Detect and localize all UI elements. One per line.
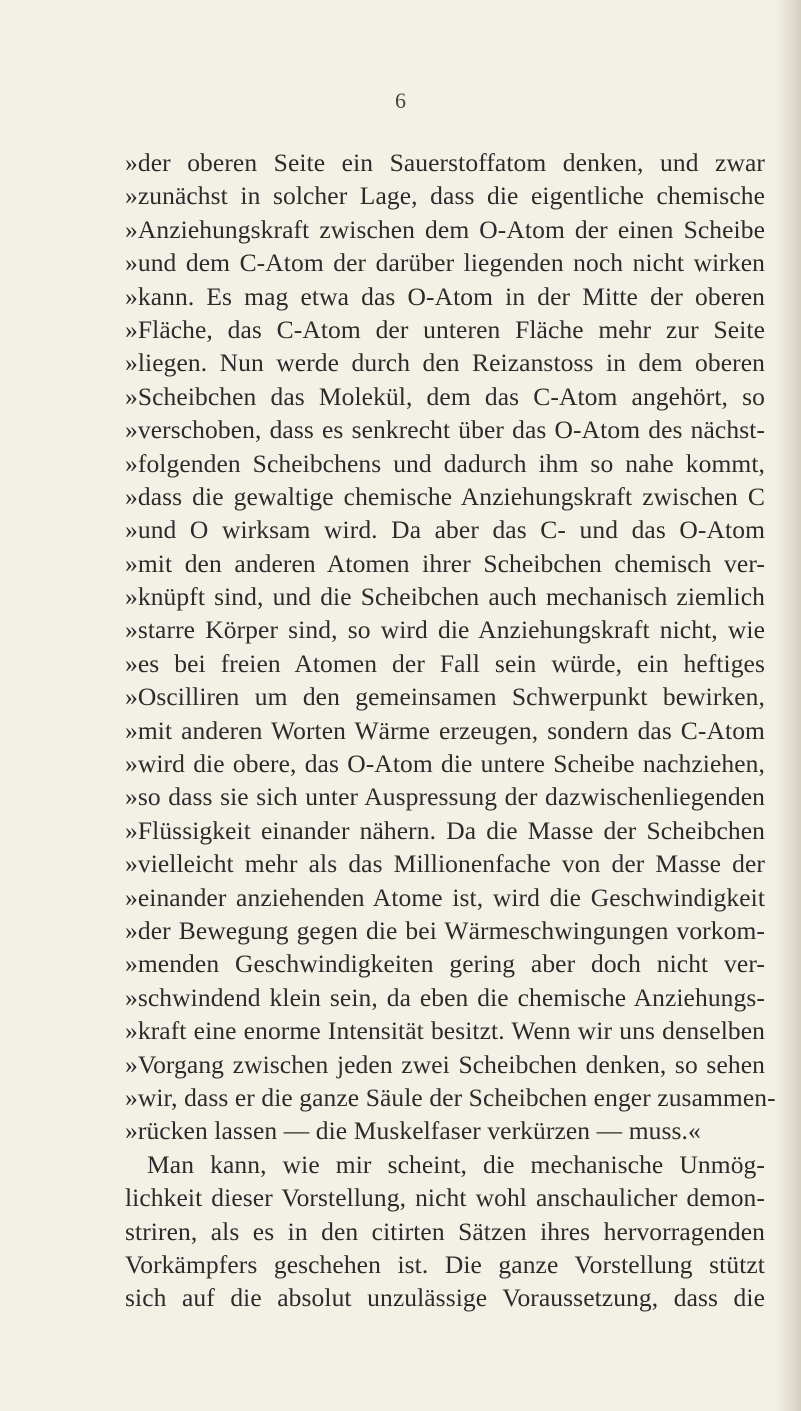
text-line: »schwindend klein sein, da eben die chemische Anziehungs- [125, 982, 765, 1012]
text-line: »Anziehungskraft zwischen dem O-Atom der einen Scheibe [125, 214, 765, 244]
text-line: »Oscilliren um den gemeinsamen Schwerpunkt bewirken, [125, 682, 765, 712]
text-line: »verschoben, dass es senkrecht über das O-Atom des nächst- [125, 415, 765, 445]
text-line: »liegen. Nun werde durch den Reizanstoss in dem oberen [125, 348, 765, 378]
text-line: »kraft eine enorme Intensität besitzt. Wenn wir uns denselben [125, 1016, 765, 1046]
text-line: sich auf die absolut unzulässige Voraussetzung, dass die [125, 1283, 765, 1313]
text-line: »vielleicht mehr als das Millionenfache von der Masse der [125, 849, 765, 879]
paragraph-first-line: Man kann, wie mir scheint, die mechanische Unmög- [147, 1149, 765, 1179]
text-line: »Fläche, das C-Atom der unteren Fläche mehr zur Seite [125, 314, 765, 344]
text-line: »wird die obere, das O-Atom die untere Scheibe nachziehen, [125, 749, 765, 779]
text-line: Vorkämpfers geschehen ist. Die ganze Vorstellung stützt [125, 1249, 765, 1279]
text-line: »es bei freien Atomen der Fall sein würde, ein heftiges [125, 648, 765, 678]
text-line: »Flüssigkeit einander nähern. Da die Masse der Scheibchen [125, 815, 765, 845]
text-line: »knüpft sind, und die Scheibchen auch mechanisch ziemlich [125, 582, 765, 612]
text-line: »und O wirksam wird. Da aber das C- und das O-Atom [125, 515, 765, 545]
text-line: »Vorgang zwischen jeden zwei Scheibchen denken, so sehen [125, 1049, 765, 1079]
text-line: »rücken lassen — die Muskelfaser verkürzen — muss.« [125, 1116, 701, 1146]
text-line: »der oberen Seite ein Sauerstoffatom denken, und zwar [125, 148, 765, 177]
text-line: »mit anderen Worten Wärme erzeugen, sondern das C-Atom [125, 715, 765, 745]
text-line: »und dem C-Atom der darüber liegenden noch nicht wirken [125, 248, 765, 278]
page-number: 6 [395, 88, 406, 113]
text-line: »so dass sie sich unter Auspressung der dazwischenliegenden [125, 782, 765, 812]
text-line: lichkeit dieser Vorstellung, nicht wohl anschaulicher demon- [125, 1183, 765, 1213]
body-text [125, 146, 776, 1315]
text-line: »Scheibchen das Molekül, dem das C-Atom angehört, so [125, 381, 765, 411]
text-line: »starre Körper sind, so wird die Anziehungskraft nicht, wie [125, 615, 765, 645]
text-line: »einander anziehenden Atome ist, wird die Geschwindigkeit [125, 882, 765, 912]
text-line: »zunächst in solcher Lage, dass die eigentliche chemische [125, 181, 765, 211]
text-line: »kann. Es mag etwa das O-Atom in der Mitte der oberen [125, 281, 765, 311]
text-line: »der Bewegung gegen die bei Wärmeschwingungen vorkom- [125, 915, 765, 945]
text-line: »mit den anderen Atomen ihrer Scheibchen chemisch ver- [125, 548, 765, 578]
text-line: »dass die gewaltige chemische Anziehungskraft zwischen C [125, 481, 765, 511]
text-line: »folgenden Scheibchens und dadurch ihm so nahe kommt, [125, 448, 765, 478]
text-line: »menden Geschwindigkeiten gering aber doch nicht ver- [125, 949, 765, 979]
text-line: striren, als es in den citirten Sätzen ihres hervorragenden [125, 1216, 765, 1246]
text-line: »wir, dass er die ganze Säule der Scheibchen enger zusammen- [125, 1082, 776, 1112]
